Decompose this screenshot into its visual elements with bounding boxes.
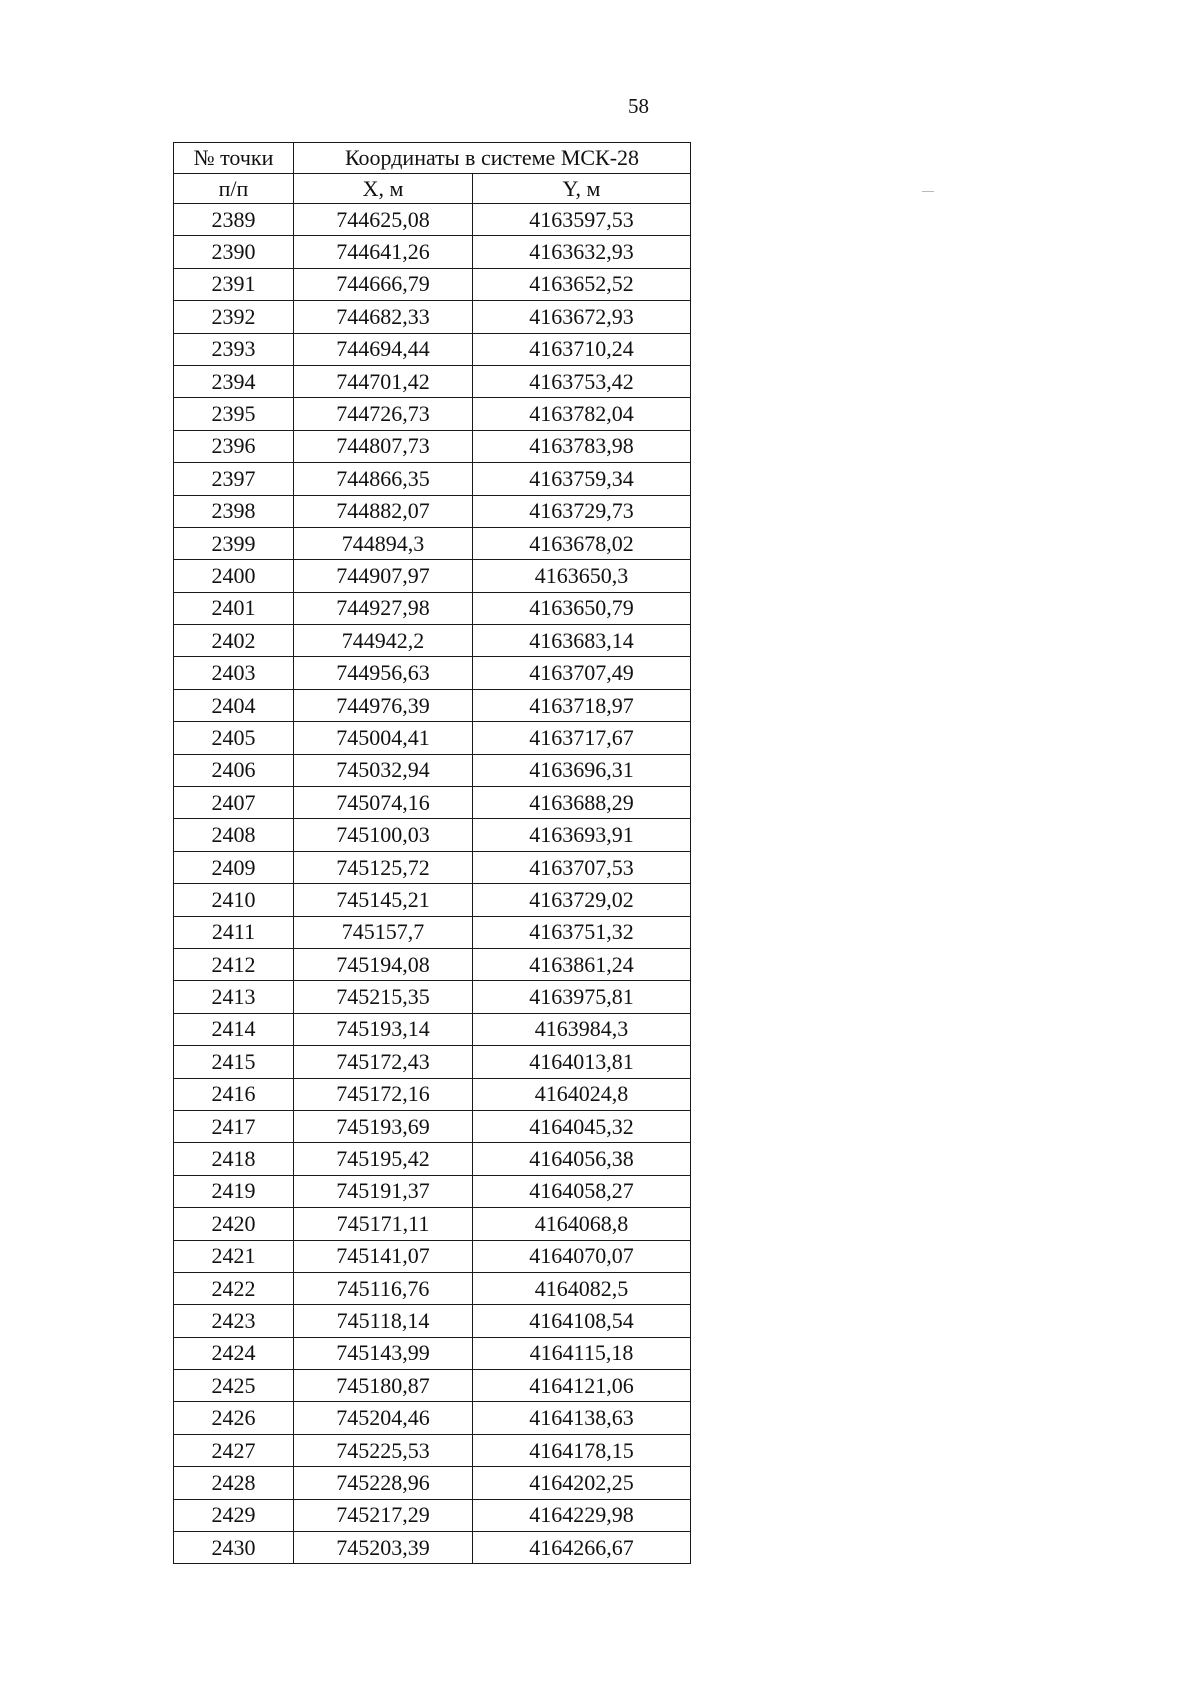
x-coordinate-cell: 744866,35	[294, 463, 473, 495]
point-number-cell: 2409	[174, 851, 294, 883]
y-coordinate-cell: 4163717,67	[473, 722, 691, 754]
point-number-cell: 2400	[174, 560, 294, 592]
x-column-header: X, м	[294, 174, 473, 204]
x-coordinate-cell: 745215,35	[294, 981, 473, 1013]
y-coordinate-cell: 4164082,5	[473, 1272, 691, 1304]
y-coordinate-cell: 4163696,31	[473, 754, 691, 786]
x-coordinate-cell: 744956,63	[294, 657, 473, 689]
table-row	[174, 1143, 691, 1175]
table-row	[174, 1434, 691, 1466]
y-coordinate-cell: 4163861,24	[473, 948, 691, 980]
y-coordinate-cell: 4164115,18	[473, 1337, 691, 1369]
table-row	[174, 1046, 691, 1078]
point-number-cell: 2399	[174, 527, 294, 559]
table-row	[174, 1272, 691, 1304]
table-row	[174, 495, 691, 527]
point-number-cell: 2422	[174, 1272, 294, 1304]
point-number-cell: 2420	[174, 1208, 294, 1240]
table-row	[174, 1402, 691, 1434]
table-row	[174, 1337, 691, 1369]
table-row	[174, 560, 691, 592]
table-row	[174, 981, 691, 1013]
y-coordinate-cell: 4164056,38	[473, 1143, 691, 1175]
table-row	[174, 851, 691, 883]
table-row	[174, 204, 691, 236]
point-number-cell: 2417	[174, 1110, 294, 1142]
x-coordinate-cell: 744641,26	[294, 236, 473, 268]
x-coordinate-cell: 745116,76	[294, 1272, 473, 1304]
y-coordinate-cell: 4164178,15	[473, 1434, 691, 1466]
point-number-cell: 2394	[174, 365, 294, 397]
x-coordinate-cell: 744882,07	[294, 495, 473, 527]
table-row	[174, 463, 691, 495]
y-coordinate-cell: 4163678,02	[473, 527, 691, 559]
point-number-cell: 2424	[174, 1337, 294, 1369]
table-row	[174, 1499, 691, 1531]
table-row	[174, 884, 691, 916]
point-number-cell: 2429	[174, 1499, 294, 1531]
y-coordinate-cell: 4163652,52	[473, 268, 691, 300]
y-coordinate-cell: 4164202,25	[473, 1467, 691, 1499]
point-number-cell: 2427	[174, 1434, 294, 1466]
table-row	[174, 1305, 691, 1337]
y-coordinate-cell: 4163632,93	[473, 236, 691, 268]
x-coordinate-cell: 744894,3	[294, 527, 473, 559]
x-coordinate-cell: 745143,99	[294, 1337, 473, 1369]
y-coordinate-cell: 4164266,67	[473, 1532, 691, 1564]
point-number-cell: 2403	[174, 657, 294, 689]
point-number-cell: 2418	[174, 1143, 294, 1175]
y-coordinate-cell: 4163729,73	[473, 495, 691, 527]
x-coordinate-cell: 744694,44	[294, 333, 473, 365]
table-row	[174, 301, 691, 333]
point-number-cell: 2393	[174, 333, 294, 365]
table-row	[174, 236, 691, 268]
table-row	[174, 1532, 691, 1564]
x-coordinate-cell: 745225,53	[294, 1434, 473, 1466]
x-coordinate-cell: 745118,14	[294, 1305, 473, 1337]
point-number-subheader: п/п	[174, 174, 294, 204]
x-coordinate-cell: 745191,37	[294, 1175, 473, 1207]
point-number-cell: 2390	[174, 236, 294, 268]
x-coordinate-cell: 745204,46	[294, 1402, 473, 1434]
x-coordinate-cell: 745195,42	[294, 1143, 473, 1175]
y-coordinate-cell: 4164068,8	[473, 1208, 691, 1240]
x-coordinate-cell: 744807,73	[294, 430, 473, 462]
table-row	[174, 948, 691, 980]
table-row	[174, 916, 691, 948]
point-number-cell: 2406	[174, 754, 294, 786]
table-row	[174, 527, 691, 559]
x-coordinate-cell: 745203,39	[294, 1532, 473, 1564]
table-row	[174, 398, 691, 430]
x-coordinate-cell: 745032,94	[294, 754, 473, 786]
x-coordinate-cell: 745125,72	[294, 851, 473, 883]
y-coordinate-cell: 4164138,63	[473, 1402, 691, 1434]
x-coordinate-cell: 745004,41	[294, 722, 473, 754]
table-row	[174, 1175, 691, 1207]
y-coordinate-cell: 4163710,24	[473, 333, 691, 365]
table-row	[174, 268, 691, 300]
table-row	[174, 1110, 691, 1142]
coordinates-table	[173, 142, 691, 1564]
table-row	[174, 365, 691, 397]
point-number-cell: 2430	[174, 1532, 294, 1564]
y-coordinate-cell: 4163693,91	[473, 819, 691, 851]
point-number-cell: 2404	[174, 689, 294, 721]
point-number-cell: 2407	[174, 787, 294, 819]
x-coordinate-cell: 745172,16	[294, 1078, 473, 1110]
y-coordinate-cell: 4164045,32	[473, 1110, 691, 1142]
table-row	[174, 625, 691, 657]
point-number-cell: 2413	[174, 981, 294, 1013]
table-row	[174, 1013, 691, 1045]
x-coordinate-cell: 744976,39	[294, 689, 473, 721]
x-coordinate-cell: 745145,21	[294, 884, 473, 916]
table-row	[174, 1467, 691, 1499]
x-coordinate-cell: 745100,03	[294, 819, 473, 851]
y-coordinate-cell: 4163729,02	[473, 884, 691, 916]
page-number: 58	[628, 94, 649, 118]
point-number-cell: 2421	[174, 1240, 294, 1272]
x-coordinate-cell: 745180,87	[294, 1370, 473, 1402]
point-number-cell: 2396	[174, 430, 294, 462]
table-row	[174, 1240, 691, 1272]
y-coordinate-cell: 4163718,97	[473, 689, 691, 721]
point-number-cell: 2398	[174, 495, 294, 527]
table-row	[174, 689, 691, 721]
x-coordinate-cell: 745194,08	[294, 948, 473, 980]
table-row	[174, 1208, 691, 1240]
point-number-header: № точки	[174, 143, 294, 174]
y-coordinate-cell: 4163975,81	[473, 981, 691, 1013]
x-coordinate-cell: 745074,16	[294, 787, 473, 819]
y-coordinate-cell: 4163984,3	[473, 1013, 691, 1045]
point-number-cell: 2391	[174, 268, 294, 300]
point-number-cell: 2419	[174, 1175, 294, 1207]
x-coordinate-cell: 745141,07	[294, 1240, 473, 1272]
y-coordinate-cell: 4163753,42	[473, 365, 691, 397]
point-number-cell: 2423	[174, 1305, 294, 1337]
table-row	[174, 1370, 691, 1402]
point-number-cell: 2402	[174, 625, 294, 657]
x-coordinate-cell: 745193,14	[294, 1013, 473, 1045]
y-column-header: Y, м	[473, 174, 691, 204]
y-coordinate-cell: 4163783,98	[473, 430, 691, 462]
table-header	[174, 143, 691, 204]
y-coordinate-cell: 4163683,14	[473, 625, 691, 657]
x-coordinate-cell: 745172,43	[294, 1046, 473, 1078]
x-coordinate-cell: 744682,33	[294, 301, 473, 333]
point-number-cell: 2401	[174, 592, 294, 624]
y-coordinate-cell: 4164024,8	[473, 1078, 691, 1110]
point-number-cell: 2405	[174, 722, 294, 754]
x-coordinate-cell: 744942,2	[294, 625, 473, 657]
y-coordinate-cell: 4164070,07	[473, 1240, 691, 1272]
table-row	[174, 592, 691, 624]
point-number-cell: 2428	[174, 1467, 294, 1499]
point-number-cell: 2415	[174, 1046, 294, 1078]
x-coordinate-cell: 744726,73	[294, 398, 473, 430]
y-coordinate-cell: 4163672,93	[473, 301, 691, 333]
point-number-cell: 2395	[174, 398, 294, 430]
y-coordinate-cell: 4163782,04	[473, 398, 691, 430]
coordinates-header: Координаты в системе МСК-28	[294, 143, 691, 174]
y-coordinate-cell: 4163597,53	[473, 204, 691, 236]
table-row	[174, 819, 691, 851]
y-coordinate-cell: 4163688,29	[473, 787, 691, 819]
y-coordinate-cell: 4163650,79	[473, 592, 691, 624]
y-coordinate-cell: 4163707,49	[473, 657, 691, 689]
scan-mark	[922, 191, 934, 192]
y-coordinate-cell: 4164121,06	[473, 1370, 691, 1402]
point-number-cell: 2411	[174, 916, 294, 948]
point-number-cell: 2426	[174, 1402, 294, 1434]
point-number-cell: 2412	[174, 948, 294, 980]
table-row	[174, 430, 691, 462]
y-coordinate-cell: 4164058,27	[473, 1175, 691, 1207]
point-number-cell: 2389	[174, 204, 294, 236]
x-coordinate-cell: 745217,29	[294, 1499, 473, 1531]
y-coordinate-cell: 4163759,34	[473, 463, 691, 495]
y-coordinate-cell: 4164108,54	[473, 1305, 691, 1337]
point-number-cell: 2425	[174, 1370, 294, 1402]
table-row	[174, 754, 691, 786]
x-coordinate-cell: 744666,79	[294, 268, 473, 300]
y-coordinate-cell: 4164013,81	[473, 1046, 691, 1078]
table-row	[174, 333, 691, 365]
y-coordinate-cell: 4163650,3	[473, 560, 691, 592]
x-coordinate-cell: 745157,7	[294, 916, 473, 948]
x-coordinate-cell: 744927,98	[294, 592, 473, 624]
y-coordinate-cell: 4163751,32	[473, 916, 691, 948]
point-number-cell: 2408	[174, 819, 294, 851]
x-coordinate-cell: 744907,97	[294, 560, 473, 592]
table-row	[174, 722, 691, 754]
point-number-cell: 2416	[174, 1078, 294, 1110]
table-row	[174, 657, 691, 689]
x-coordinate-cell: 745228,96	[294, 1467, 473, 1499]
x-coordinate-cell: 744625,08	[294, 204, 473, 236]
point-number-cell: 2392	[174, 301, 294, 333]
point-number-cell: 2410	[174, 884, 294, 916]
table-body	[174, 204, 691, 1564]
y-coordinate-cell: 4163707,53	[473, 851, 691, 883]
x-coordinate-cell: 745171,11	[294, 1208, 473, 1240]
x-coordinate-cell: 745193,69	[294, 1110, 473, 1142]
table-row	[174, 1078, 691, 1110]
point-number-cell: 2414	[174, 1013, 294, 1045]
y-coordinate-cell: 4164229,98	[473, 1499, 691, 1531]
x-coordinate-cell: 744701,42	[294, 365, 473, 397]
point-number-cell: 2397	[174, 463, 294, 495]
table-row	[174, 787, 691, 819]
